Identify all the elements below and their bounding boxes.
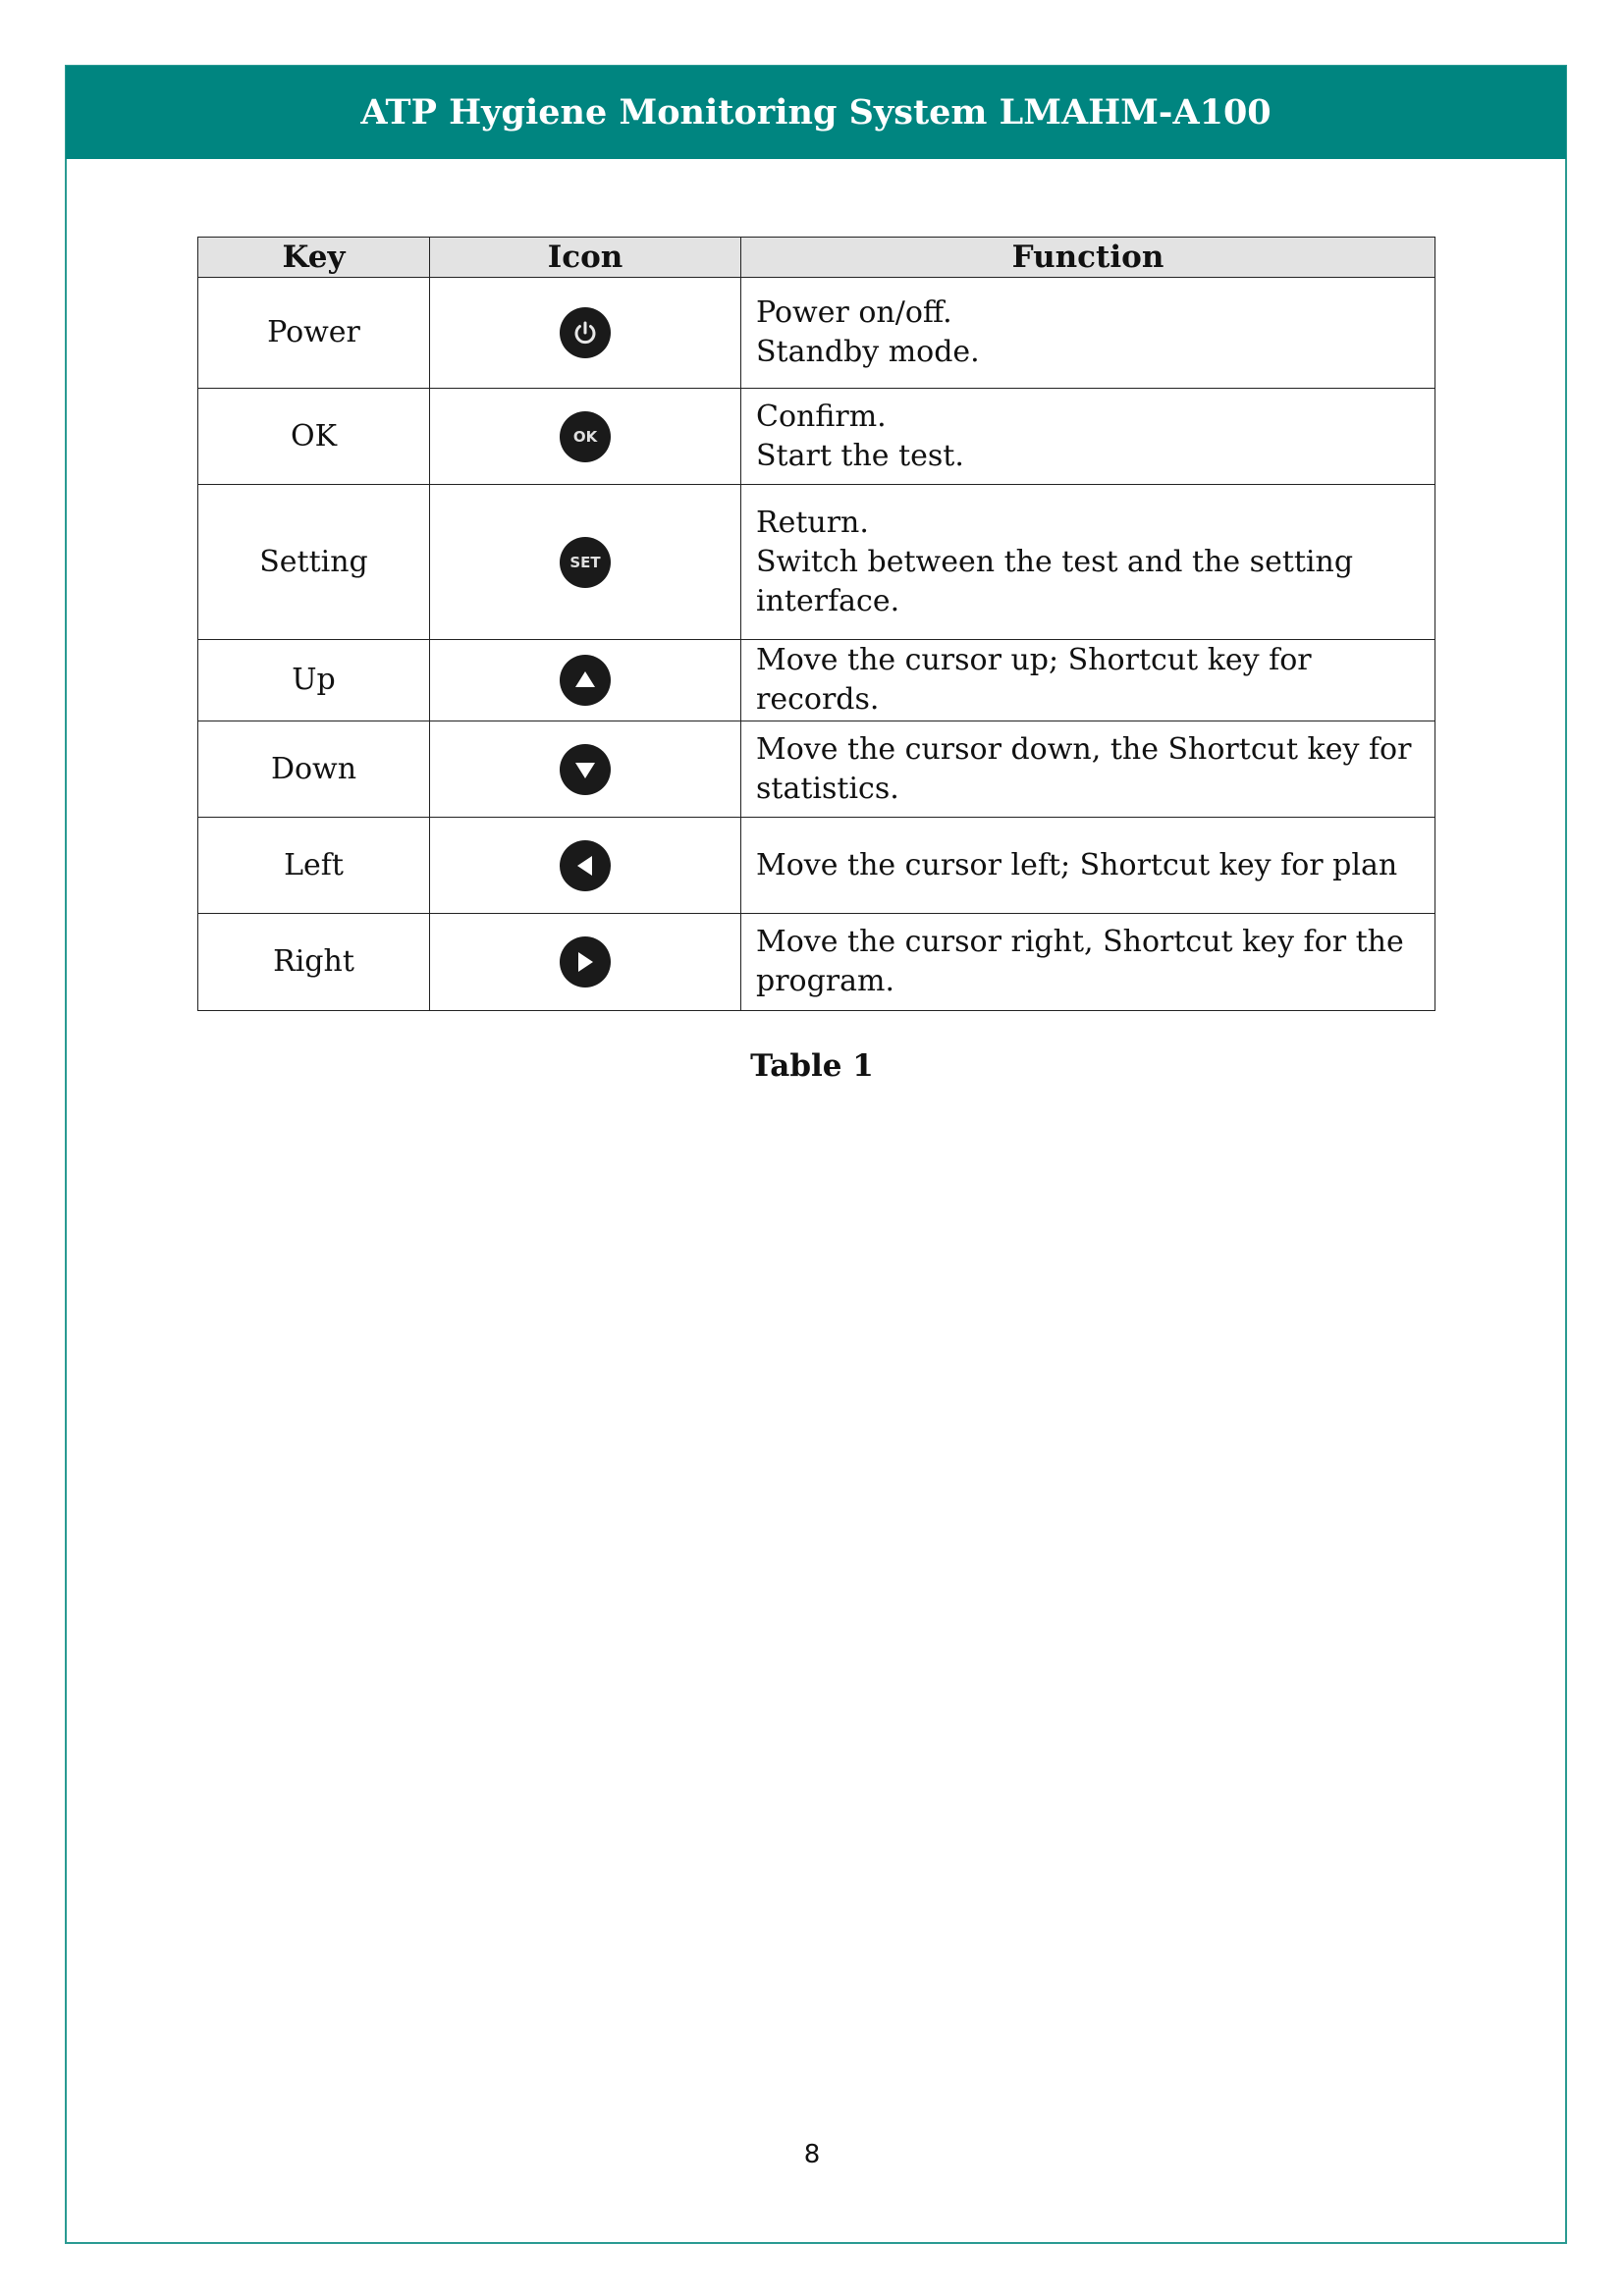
- function-line: Standby mode.: [756, 335, 980, 369]
- table-caption: Table 1: [750, 1048, 874, 1084]
- function-line: Move the cursor left; Shortcut key for plan: [756, 847, 1398, 882]
- page-number: 8: [803, 2140, 821, 2169]
- table-row: [198, 914, 1435, 1011]
- column-header-key: Key: [198, 238, 430, 278]
- arrow-up-icon: [560, 655, 611, 706]
- function-line: interface.: [756, 583, 900, 618]
- function-cell: [741, 818, 1435, 914]
- function-line: Start the test.: [756, 438, 964, 473]
- function-cell: [741, 721, 1435, 818]
- icon-cell: [430, 640, 741, 721]
- table-row: [198, 389, 1435, 485]
- function-line: Confirm.: [756, 399, 887, 434]
- function-line: Switch between the test and the setting: [756, 544, 1354, 579]
- table-row: [198, 278, 1435, 389]
- icon-cell: [430, 389, 741, 485]
- function-cell: [741, 914, 1435, 1011]
- table-row: [198, 485, 1435, 640]
- set-button-icon: [560, 537, 611, 588]
- function-cell: [741, 278, 1435, 389]
- icon-cell: [430, 721, 741, 818]
- column-header-icon: Icon: [430, 238, 741, 278]
- table-row: [198, 818, 1435, 914]
- key-cell: Left: [198, 818, 430, 914]
- key-cell: OK: [198, 389, 430, 485]
- function-line: Move the cursor down, the Shortcut key for: [756, 731, 1412, 767]
- header-bar: [66, 66, 1566, 159]
- set-icon-label: SET: [569, 553, 601, 571]
- key-function-table: [197, 237, 1435, 1011]
- function-line: Return.: [756, 505, 869, 540]
- function-line: statistics.: [756, 771, 899, 806]
- arrow-down-icon: [560, 744, 611, 795]
- key-cell: Setting: [198, 485, 430, 640]
- table-header-row: [198, 238, 1435, 278]
- power-icon: [560, 307, 611, 358]
- arrow-right-icon: [560, 936, 611, 988]
- table-row: [198, 721, 1435, 818]
- icon-cell: [430, 278, 741, 389]
- key-cell: Up: [198, 640, 430, 721]
- table-row: [198, 640, 1435, 721]
- key-cell: Down: [198, 721, 430, 818]
- icon-cell: [430, 914, 741, 1011]
- function-cell: [741, 640, 1435, 721]
- icon-cell: [430, 818, 741, 914]
- function-line: Move the cursor right, Shortcut key for the: [756, 925, 1404, 959]
- function-line: Move the cursor up; Shortcut key for records.: [756, 643, 1312, 717]
- ok-button-icon: [560, 411, 611, 462]
- column-header-function: Function: [741, 238, 1435, 278]
- key-cell: Right: [198, 914, 430, 1011]
- key-cell: Power: [198, 278, 430, 389]
- icon-cell: [430, 485, 741, 640]
- function-line: Power on/off.: [756, 295, 952, 330]
- header-title: ATP Hygiene Monitoring System LMAHM-A100: [360, 92, 1272, 133]
- ok-icon-label: OK: [572, 427, 598, 446]
- function-cell: [741, 485, 1435, 640]
- arrow-left-icon: [560, 840, 611, 891]
- function-line: program.: [756, 964, 895, 998]
- function-cell: [741, 389, 1435, 485]
